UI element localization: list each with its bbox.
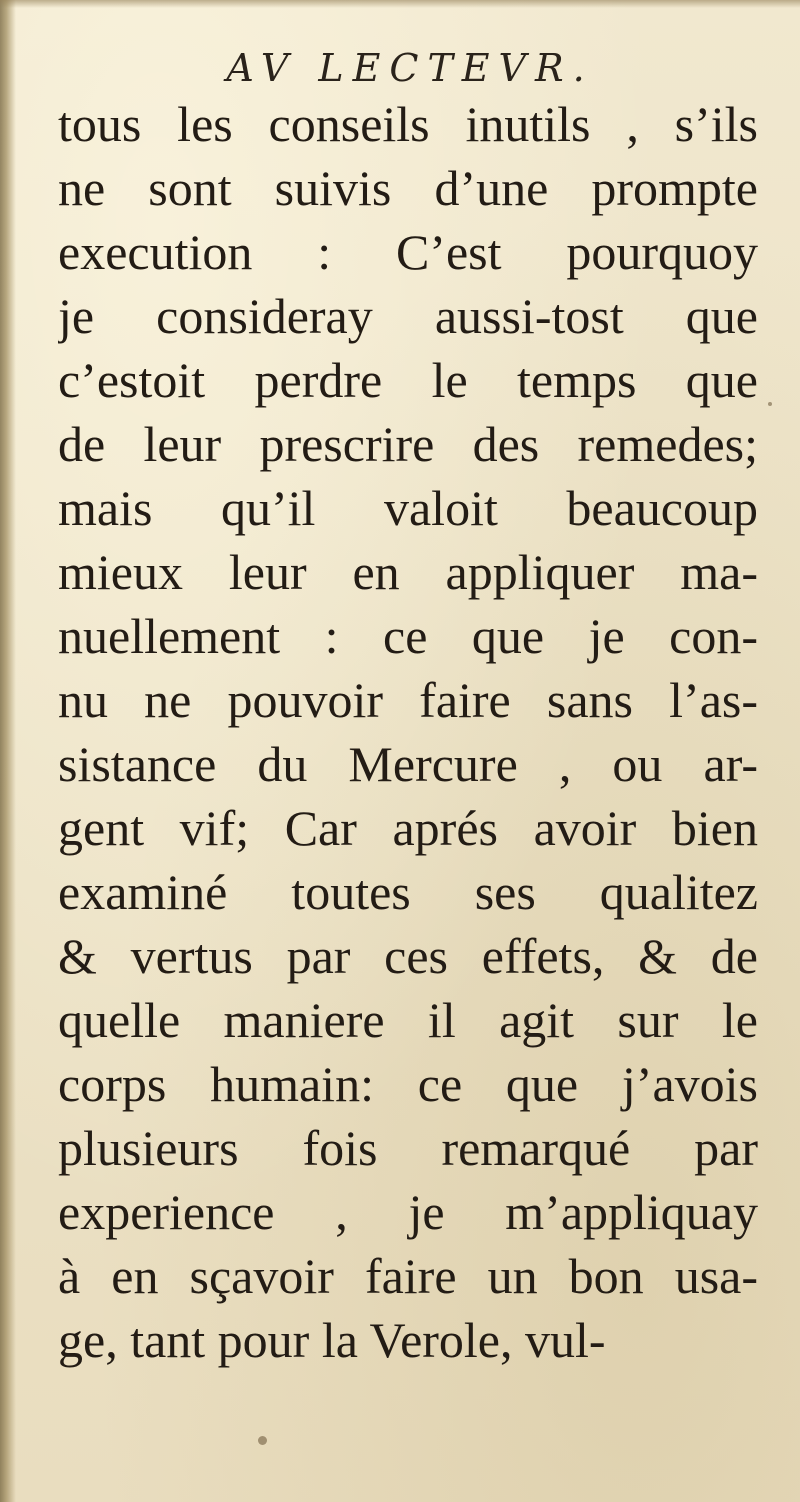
text-line: mieux leur en appliquer ma- <box>58 544 758 600</box>
text-line: examiné toutes ses qualitez <box>58 864 758 920</box>
text-line: experience , je m’appliquay <box>58 1184 758 1240</box>
text-line: c’estoit perdre le temps que <box>58 352 758 408</box>
page-binding-edge <box>0 0 16 1502</box>
text-line: corps humain: ce que j’avois <box>58 1056 758 1112</box>
text-line: ne sont suivis d’une prompte <box>58 160 758 216</box>
text-line: mais qu’il valoit beaucoup <box>58 480 758 536</box>
paper-speck <box>258 1436 267 1445</box>
text-line: execution : C’est pourquoy <box>58 224 758 280</box>
text-line: sistance du Mercure , ou ar- <box>58 736 758 792</box>
text-line: & vertus par ces effets, & de <box>58 928 758 984</box>
text-line: à en sçavoir faire un bon usa- <box>58 1248 758 1304</box>
text-line: gent vif; Car aprés avoir bien <box>58 800 758 856</box>
text-line: plusieurs fois remarqué par <box>58 1120 758 1176</box>
text-line: nuellement : ce que je con- <box>58 608 758 664</box>
text-line: de leur prescrire des remedes; <box>58 416 758 472</box>
text-line: je consideray aussi-tost que <box>58 288 758 344</box>
text-line: tous les conseils inutils , s’ils <box>58 96 758 152</box>
body-text <box>58 92 758 1372</box>
text-line: quelle maniere il agit sur le <box>58 992 758 1048</box>
running-head: AV LECTEVR. <box>226 46 594 90</box>
page-top-edge <box>0 0 800 8</box>
paper-speck <box>768 402 772 406</box>
text-line: ge, tant pour la Verole, vul- <box>58 1312 606 1368</box>
text-line: nu ne pouvoir faire sans l’as- <box>58 672 758 728</box>
